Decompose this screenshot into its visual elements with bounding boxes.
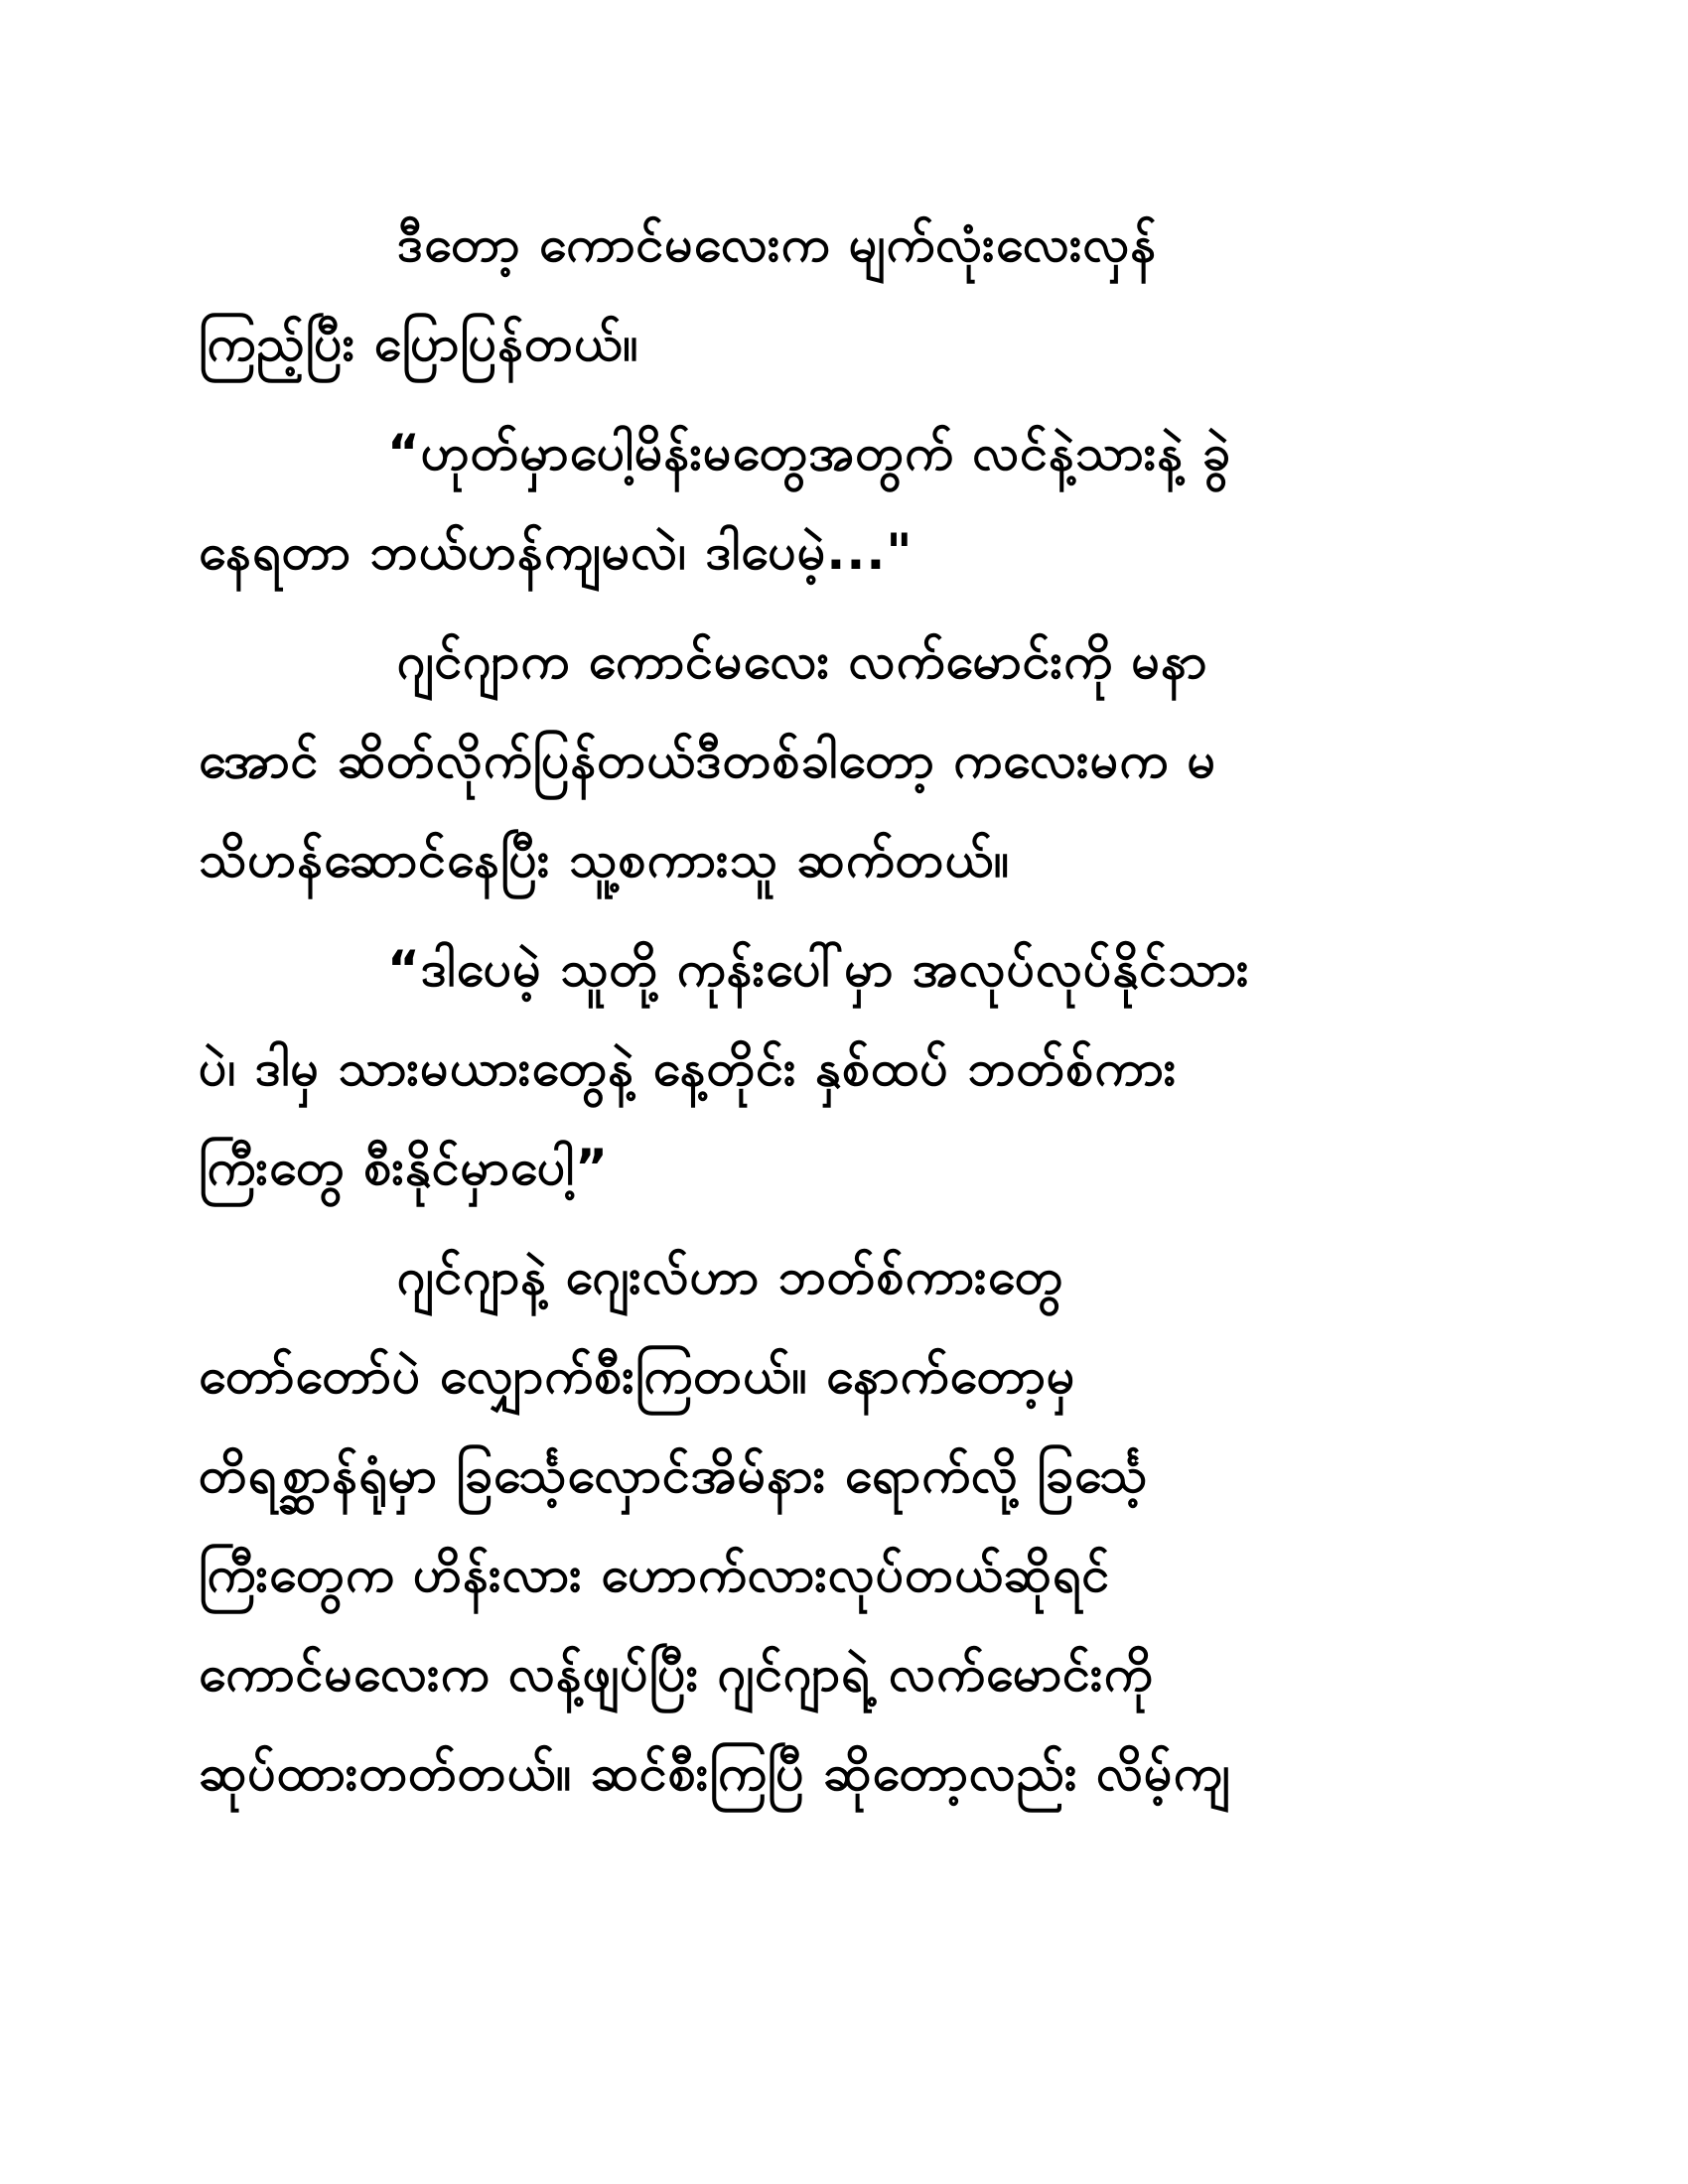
paragraph-line: တိရစ္ဆာန်ရုံမှာ ခြင်္သေ့လှောင်အိမ်နား ရောက်လို့ ခြင်္သေ့ bbox=[199, 1446, 1149, 1504]
body-text bbox=[199, 195, 1489, 1823]
paragraph-line: နေရတာ ဘယ်ဟန်ကျမလဲ၊ ဒါပေမဲ့..." bbox=[199, 523, 914, 581]
paragraph-line: သိဟန်ဆောင်နေပြီး သူ့စကားသူ ဆက်တယ်။ bbox=[199, 831, 1011, 888]
paragraph-line: ကြီးတွေက ဟိန်းလား ဟောက်လားလုပ်တယ်ဆိုရင် bbox=[199, 1546, 1111, 1603]
paragraph-line: ပဲ၊ ဒါမှ သားမယားတွေနဲ့ နေ့တိုင်း နှစ်ထပ် ဘတ်စ်ကား bbox=[199, 1039, 1178, 1097]
paragraph-line: ဆုပ်ထားတတ်တယ်။ ဆင်စီးကြပြီ ဆိုတော့လည်း လိမ့်ကျ bbox=[199, 1744, 1231, 1802]
paragraph-line: “ဟုတ်မှာပေါ့မိန်းမတွေအတွက် လင်နဲ့သားနဲ့ ခွဲ bbox=[387, 424, 1231, 481]
paragraph-line: ဒီတော့ ကောင်မလေးက မျက်လုံးလေးလှန် bbox=[397, 215, 1158, 273]
paragraph-line: အောင် ဆိတ်လိုက်ပြန်တယ်ဒီတစ်ခါတော့ ကလေးမက မ bbox=[199, 732, 1217, 789]
paragraph-line: တော်တော်ပဲ လျှောက်စီးကြတယ်။ နောက်တော့မှ bbox=[199, 1347, 1076, 1405]
paragraph-line: ကြီးတွေ စီးနိုင်မှာပေါ့” bbox=[199, 1139, 609, 1196]
paragraph-line: ဂျင်ဂျာက ကောင်မလေး လက်မောင်းကို မနာ bbox=[397, 632, 1208, 690]
paragraph-line: ကြည့်ပြီး ပြောပြန်တယ်။ bbox=[199, 315, 639, 372]
paragraph-line: ဂျင်ဂျာနဲ့ ဂျေးလ်ဟာ ဘတ်စ်ကားတွေ bbox=[397, 1248, 1064, 1305]
paragraph-line: “ဒါပေမဲ့ သူတို့ ကုန်းပေါ်မှာ အလုပ်လုပ်နိုင်သား bbox=[387, 940, 1250, 998]
paragraph-line: ကောင်မလေးက လန့်ဖျပ်ပြီး ဂျင်ဂျာရဲ့ လက်မောင်းကို bbox=[199, 1645, 1154, 1703]
